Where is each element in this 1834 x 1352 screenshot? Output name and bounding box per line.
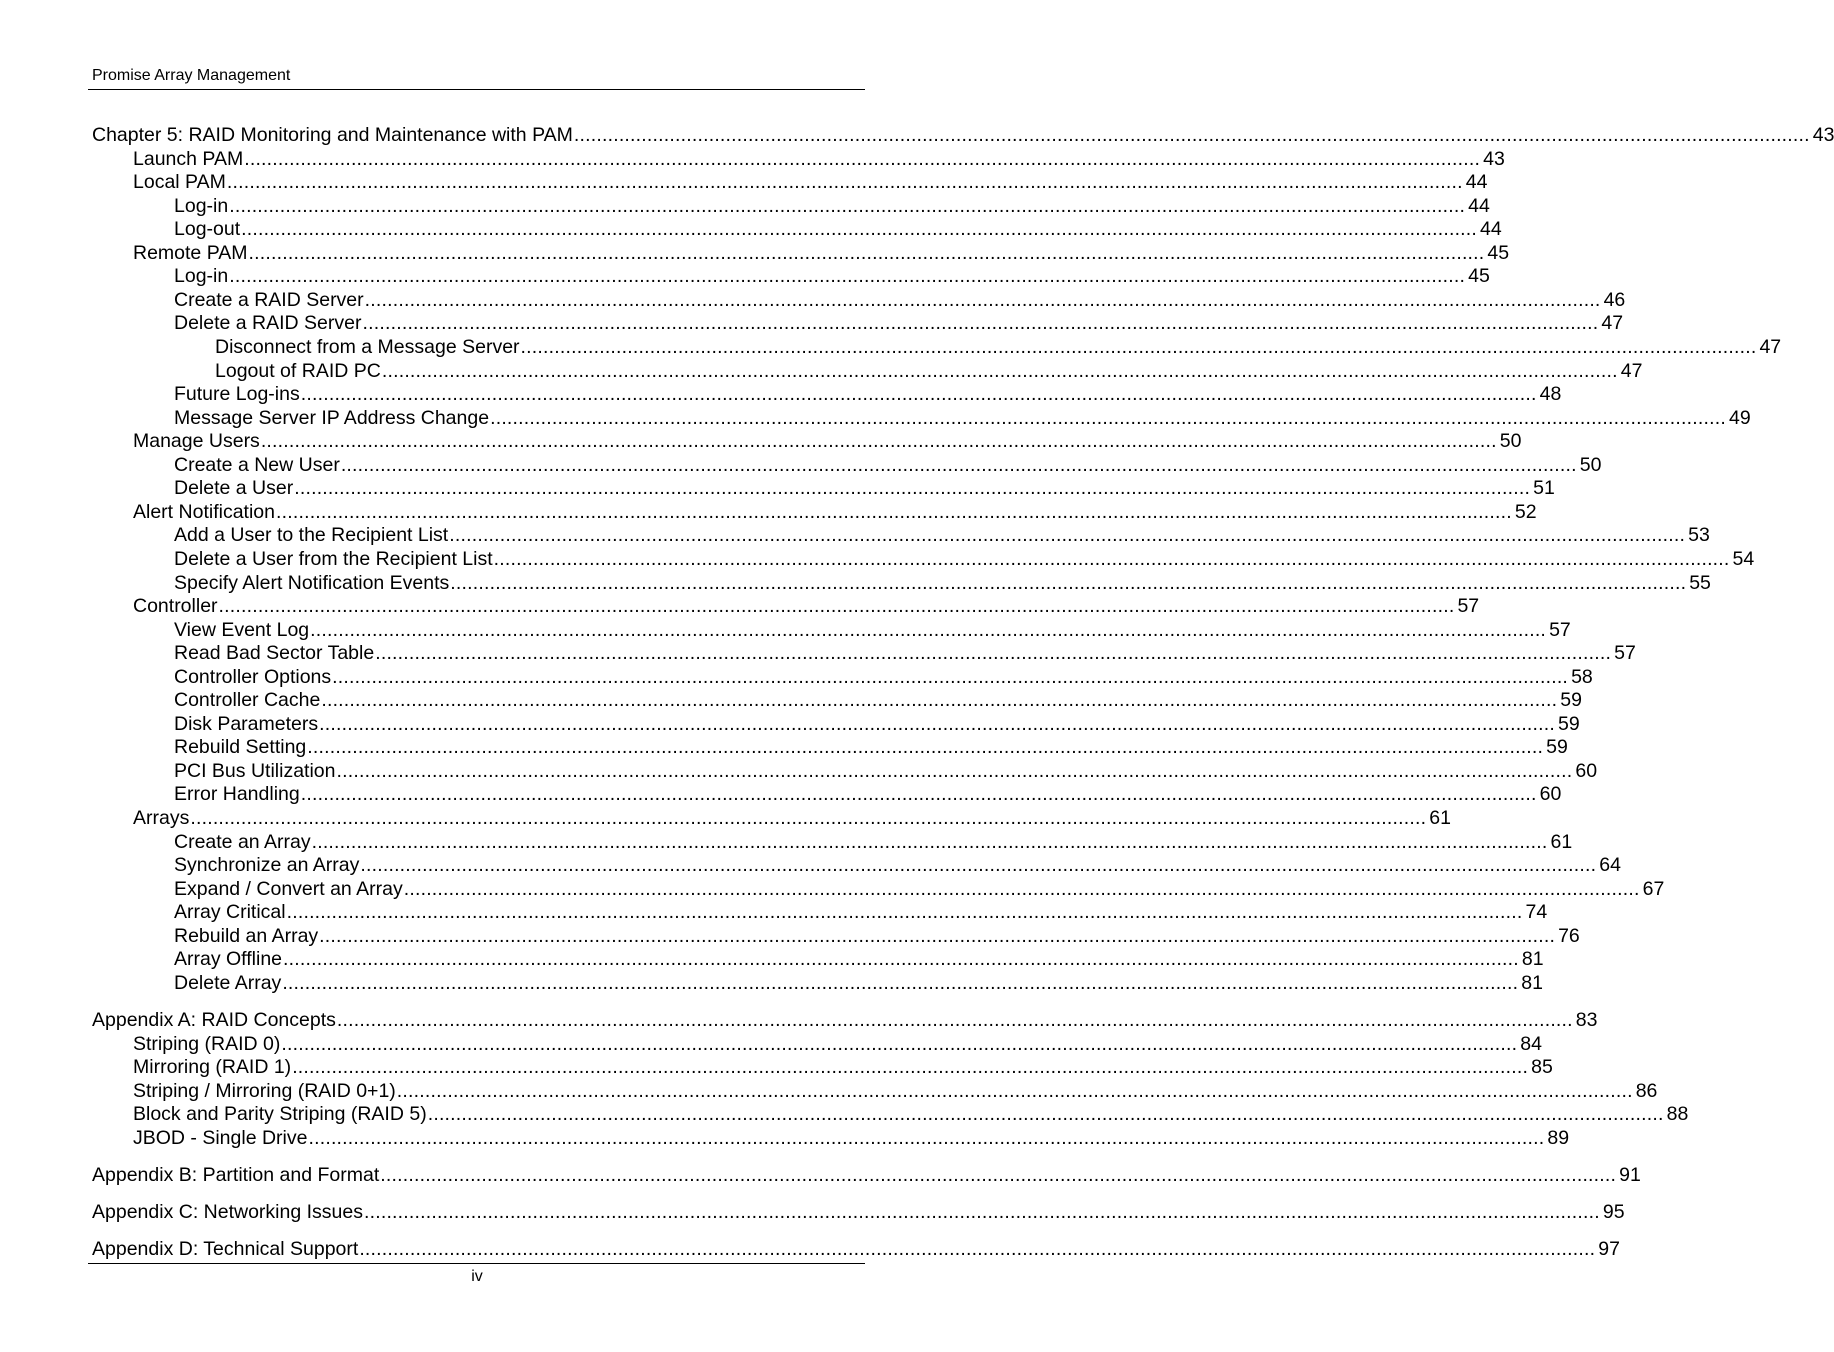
toc-dot-leader: ............................................................................................................................................................................................................................ — [319, 924, 1556, 947]
toc-entry-page: 84 — [1520, 1032, 1542, 1055]
toc-dot-leader: ............................................................................................................................................................................................................................ — [310, 618, 1547, 641]
toc-dot-leader: ............................................................................................................................................................................................................................ — [307, 736, 1544, 759]
toc-entry-title: Local PAM — [133, 171, 226, 194]
toc-dot-leader: ............................................................................................................................................................................................................................ — [282, 971, 1519, 994]
toc-dot-leader: ............................................................................................................................................................................................................................ — [380, 1163, 1617, 1186]
toc-entry[interactable] — [133, 806, 1451, 830]
toc-entry-title: Array Offline — [174, 948, 283, 971]
toc-entry[interactable] — [92, 1008, 1598, 1032]
toc-entry-page: 74 — [1525, 901, 1548, 924]
toc-dot-leader: ............................................................................................................................................................................................................................ — [244, 147, 1481, 170]
toc-entry-title: Create a RAID Server — [174, 288, 364, 311]
toc-entry-page: 91 — [1619, 1163, 1641, 1186]
toc-dot-leader: ............................................................................................................................................................................................................................ — [396, 1079, 1633, 1102]
toc-entry-page: 86 — [1635, 1079, 1658, 1102]
toc-entry-page: 44 — [1480, 218, 1502, 241]
toc-entry-page: 61 — [1429, 806, 1451, 829]
toc-entry-page: 47 — [1620, 359, 1643, 382]
toc-entry-title: Synchronize an Array — [174, 854, 360, 876]
toc-dot-leader: ............................................................................................................................................................................................................................ — [359, 1238, 1596, 1261]
toc-entry-page: 88 — [1666, 1103, 1689, 1126]
toc-entry-title: Expand / Convert an Array — [174, 877, 403, 900]
toc-dot-leader: ............................................................................................................................................................................................................................ — [449, 524, 1686, 547]
toc-entry[interactable] — [133, 241, 1510, 265]
toc-entry-page: 50 — [1579, 453, 1602, 476]
toc-entry-page: 44 — [1465, 171, 1488, 194]
toc-entry[interactable] — [92, 1163, 1641, 1187]
toc-entry-page: 50 — [1499, 430, 1522, 453]
toc-dot-leader: ............................................................................................................................................................................................................................ — [364, 288, 1601, 311]
running-header: Promise Array Management — [92, 67, 291, 84]
toc-entry-title: Error Handling — [174, 783, 300, 806]
toc-entry-page: 76 — [1558, 924, 1580, 947]
toc-dot-leader: ............................................................................................................................................................................................................................ — [300, 783, 1537, 806]
toc-entry[interactable] — [92, 123, 1834, 147]
toc-entry-page: 59 — [1546, 736, 1568, 759]
toc-entry-page: 81 — [1521, 948, 1544, 971]
toc-entry-title: Appendix D: Technical Support — [92, 1238, 359, 1261]
toc-entry-title: Controller Cache — [174, 689, 321, 712]
toc-entry-page: 52 — [1514, 500, 1537, 523]
toc-entry[interactable] — [133, 1079, 1658, 1103]
toc-entry-title: Array Critical — [174, 901, 286, 924]
toc-entry-title: Striping (RAID 0) — [133, 1032, 281, 1055]
toc-entry-title: Future Log-ins — [174, 383, 300, 406]
toc-dot-leader: ............................................................................................................................................................................................................................ — [190, 806, 1427, 829]
toc-entry-title: Log-in — [174, 265, 229, 288]
toc-entry-page: 95 — [1602, 1201, 1625, 1223]
toc-entry-title: Appendix C: Networking Issues — [92, 1201, 363, 1223]
toc-dot-leader: ............................................................................................................................................................................................................................ — [573, 124, 1810, 146]
toc-entry-title: Arrays — [133, 806, 190, 829]
toc-entry[interactable] — [174, 382, 1562, 406]
toc-entry[interactable] — [174, 924, 1580, 948]
toc-entry[interactable] — [174, 547, 1755, 571]
toc-entry-title: Specify Alert Notification Events — [174, 571, 450, 594]
toc-entry[interactable] — [174, 476, 1555, 500]
toc-dot-leader: ............................................................................................................................................................................................................................ — [450, 571, 1687, 594]
toc-entry-page: 43 — [1483, 147, 1505, 170]
toc-entry[interactable] — [174, 877, 1665, 901]
toc-entry-page: 59 — [1558, 712, 1580, 735]
toc-dot-leader: ............................................................................................................................................................................................................................ — [360, 854, 1597, 876]
toc-entry-title: Launch PAM — [133, 147, 244, 170]
toc-entry-title: Remote PAM — [133, 241, 248, 264]
toc-dot-leader: ............................................................................................................................................................................................................................ — [311, 830, 1548, 853]
toc-entry-page: 49 — [1728, 406, 1751, 429]
toc-entry-page: 44 — [1468, 194, 1490, 217]
toc-entry-page: 43 — [1812, 124, 1834, 146]
toc-entry-page: 47 — [1759, 336, 1782, 358]
toc-entry-title: Delete a User from the Recipient List — [174, 547, 493, 570]
toc-entry-page: 61 — [1550, 830, 1573, 853]
toc-dot-leader: ............................................................................................................................................................................................................................ — [292, 1056, 1529, 1078]
toc-entry[interactable] — [174, 712, 1580, 736]
toc-entry[interactable] — [174, 853, 1621, 877]
toc-dot-leader: ............................................................................................................................................................................................................................ — [275, 500, 1512, 523]
toc-dot-leader: ............................................................................................................................................................................................................................ — [308, 1126, 1545, 1149]
toc-entry[interactable] — [215, 335, 1782, 359]
toc-entry-title: Chapter 5: RAID Monitoring and Maintenance with PAM — [92, 124, 573, 146]
toc-dot-leader: ............................................................................................................................................................................................................................ — [229, 194, 1466, 217]
toc-entry-title: Block and Parity Striping (RAID 5) — [133, 1103, 427, 1126]
toc-entry-title: Disk Parameters — [174, 712, 319, 735]
toc-entry[interactable] — [174, 571, 1711, 595]
toc-dot-leader: ............................................................................................................................................................................................................................ — [281, 1032, 1518, 1055]
toc-entry-title: Log-in — [174, 194, 229, 217]
toc-dot-leader: ............................................................................................................................................................................................................................ — [363, 1201, 1600, 1223]
toc-entry-page: 57 — [1457, 595, 1480, 617]
toc-dot-leader: ............................................................................................................................................................................................................................ — [332, 665, 1569, 688]
toc-entry-title: Controller — [133, 595, 218, 617]
toc-entry[interactable] — [92, 1200, 1625, 1224]
toc-entry-title: Alert Notification — [133, 500, 275, 523]
toc-entry[interactable] — [174, 735, 1568, 759]
toc-entry[interactable] — [174, 194, 1490, 218]
toc-dot-leader: ............................................................................................................................................................................................................................ — [493, 547, 1730, 570]
toc-entry-page: 45 — [1468, 265, 1490, 288]
toc-dot-leader: ............................................................................................................................................................................................................................ — [427, 1103, 1664, 1126]
toc-entry-title: Create a New User — [174, 453, 340, 476]
toc-entry-title: JBOD - Single Drive — [133, 1126, 308, 1149]
toc-entry[interactable] — [174, 453, 1602, 477]
toc-entry-title: Log-out — [174, 218, 241, 241]
page-number: iv — [471, 1268, 483, 1285]
toc-entry-title: Manage Users — [133, 430, 260, 453]
toc-dot-leader: ............................................................................................................................................................................................................................ — [490, 406, 1726, 429]
toc-entry-title: Delete a User — [174, 477, 294, 500]
toc-entry[interactable] — [174, 311, 1624, 335]
toc-dot-leader: ............................................................................................................................................................................................................................ — [375, 642, 1612, 665]
toc-entry-page: 45 — [1487, 241, 1510, 264]
toc-dot-leader: ............................................................................................................................................................................................................................ — [362, 312, 1599, 335]
toc-entry[interactable] — [133, 1102, 1689, 1126]
toc-entry[interactable] — [174, 688, 1582, 712]
toc-dot-leader: ............................................................................................................................................................................................................................ — [520, 336, 1757, 358]
toc-entry-title: Delete a RAID Server — [174, 312, 362, 335]
toc-entry[interactable] — [174, 759, 1598, 783]
toc-entry[interactable] — [174, 523, 1710, 547]
toc-entry-title: Delete Array — [174, 971, 282, 994]
toc-dot-leader: ............................................................................................................................................................................................................................ — [226, 171, 1463, 194]
footer-rule — [88, 1263, 865, 1264]
toc-entry[interactable] — [174, 665, 1593, 689]
toc-entry[interactable] — [133, 500, 1537, 524]
toc-dot-leader: ............................................................................................................................................................................................................................ — [229, 265, 1466, 288]
toc-dot-leader: ............................................................................................................................................................................................................................ — [294, 477, 1531, 500]
toc-entry-page: 57 — [1614, 642, 1636, 665]
toc-entry-page: 89 — [1547, 1126, 1570, 1149]
toc-entry-page: 85 — [1531, 1056, 1553, 1078]
toc-entry-title: Rebuild an Array — [174, 924, 319, 947]
toc-entry-page: 57 — [1549, 618, 1571, 641]
toc-entry[interactable] — [174, 217, 1502, 241]
toc-entry[interactable] — [174, 264, 1490, 288]
toc-entry-title: PCI Bus Utilization — [174, 759, 336, 782]
toc-entry-title: Controller Options — [174, 665, 332, 688]
toc-entry[interactable] — [133, 594, 1480, 618]
toc-entry[interactable] — [174, 782, 1562, 806]
toc-entry[interactable] — [174, 406, 1751, 430]
toc-entry[interactable] — [133, 170, 1488, 194]
toc-entry-page: 59 — [1560, 689, 1582, 712]
toc-entry[interactable] — [174, 288, 1626, 312]
toc-entry-page: 53 — [1688, 524, 1710, 547]
toc-entry-page: 48 — [1539, 383, 1562, 406]
toc-entry[interactable] — [174, 947, 1544, 971]
toc-dot-leader: ............................................................................................................................................................................................................................ — [319, 712, 1556, 735]
toc-entry-title: Appendix A: RAID Concepts — [92, 1008, 336, 1031]
toc-dot-leader: ............................................................................................................................................................................................................................ — [403, 877, 1640, 900]
toc-entry-title: View Event Log — [174, 618, 310, 641]
toc-entry[interactable] — [215, 359, 1643, 383]
toc-dot-leader: ............................................................................................................................................................................................................................ — [286, 901, 1523, 924]
toc-dot-leader: ............................................................................................................................................................................................................................ — [283, 948, 1519, 971]
toc-entry-title: Create an Array — [174, 830, 311, 853]
toc-entry-title: Read Bad Sector Table — [174, 642, 375, 665]
toc-entry[interactable] — [174, 618, 1571, 642]
toc-entry[interactable] — [174, 971, 1543, 995]
toc-dot-leader: ............................................................................................................................................................................................................................ — [248, 241, 1485, 264]
toc-entry-page: 97 — [1598, 1238, 1620, 1261]
toc-entry[interactable] — [133, 1032, 1542, 1056]
toc-entry-title: Rebuild Setting — [174, 736, 307, 759]
toc-dot-leader: ............................................................................................................................................................................................................................ — [336, 1008, 1573, 1031]
toc-entry-page: 46 — [1603, 288, 1626, 311]
toc-entry-page: 60 — [1539, 783, 1562, 806]
toc-entry-page: 47 — [1601, 312, 1624, 335]
toc-entry-page: 81 — [1521, 971, 1543, 994]
toc-entry-page: 51 — [1533, 477, 1555, 500]
toc-dot-leader: ............................................................................................................................................................................................................................ — [321, 689, 1558, 712]
toc-dot-leader: ............................................................................................................................................................................................................................ — [381, 359, 1618, 382]
toc-entry-title: Logout of RAID PC — [215, 359, 381, 382]
toc-entry[interactable] — [174, 900, 1548, 924]
toc-entry[interactable] — [133, 1055, 1553, 1079]
toc-dot-leader: ............................................................................................................................................................................................................................ — [260, 430, 1497, 453]
toc-entry-page: 54 — [1732, 547, 1755, 570]
toc-dot-leader: ............................................................................................................................................................................................................................ — [241, 218, 1478, 241]
toc-entry[interactable] — [92, 1237, 1620, 1261]
toc-entry[interactable] — [133, 429, 1522, 453]
toc-dot-leader: ............................................................................................................................................................................................................................ — [300, 383, 1537, 406]
toc-entry-page: 64 — [1599, 854, 1621, 876]
toc-dot-leader: ............................................................................................................................................................................................................................ — [336, 759, 1573, 782]
toc-entry[interactable] — [174, 641, 1636, 665]
toc-entry-title: Add a User to the Recipient List — [174, 524, 449, 547]
toc-entry-title: Message Server IP Address Change — [174, 406, 490, 429]
toc-entry[interactable] — [174, 830, 1573, 854]
toc-entry-page: 60 — [1575, 759, 1598, 782]
toc-entry-title: Striping / Mirroring (RAID 0+1) — [133, 1079, 396, 1102]
toc-entry-title: Mirroring (RAID 1) — [133, 1056, 292, 1078]
toc-entry[interactable] — [133, 147, 1505, 171]
toc-entry-page: 67 — [1642, 877, 1665, 900]
toc-dot-leader: ............................................................................................................................................................................................................................ — [218, 595, 1455, 617]
toc-entry-page: 83 — [1575, 1008, 1598, 1031]
toc-entry-title: Appendix B: Partition and Format — [92, 1163, 380, 1186]
toc-entry[interactable] — [133, 1126, 1570, 1150]
toc-entry-page: 58 — [1571, 665, 1593, 688]
toc-entry-title: Disconnect from a Message Server — [215, 336, 520, 358]
toc-dot-leader: ............................................................................................................................................................................................................................ — [340, 453, 1577, 476]
toc-entry-page: 55 — [1689, 571, 1711, 594]
